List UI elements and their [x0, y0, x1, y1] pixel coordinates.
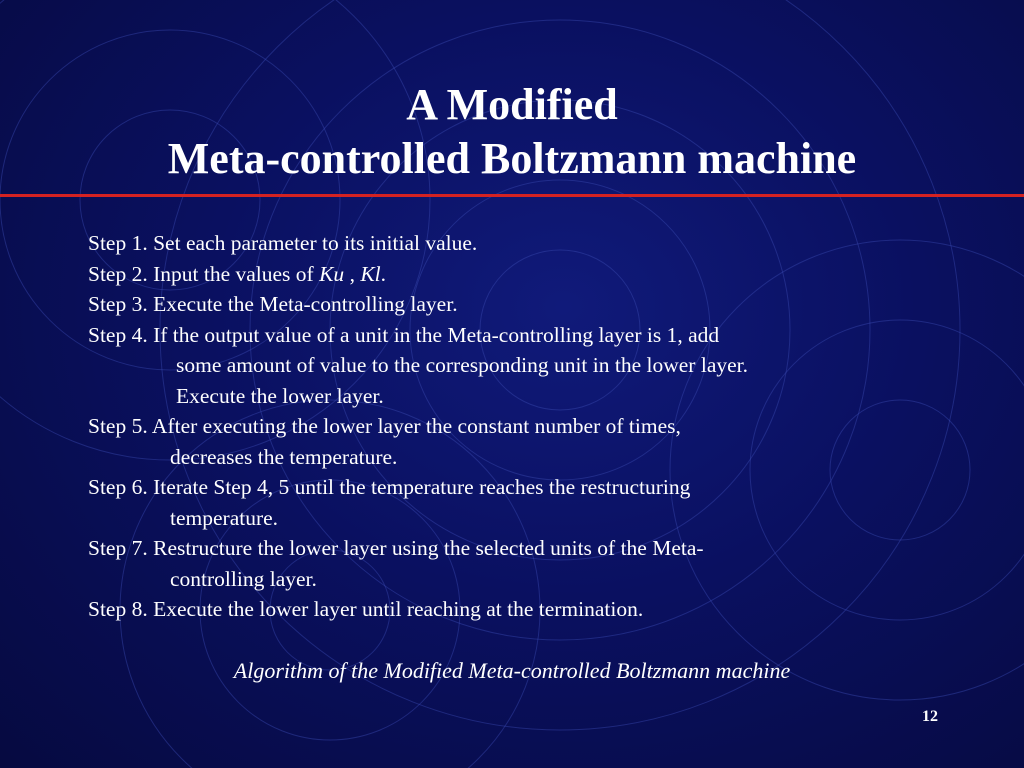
- step-6-line-2: temperature.: [170, 505, 279, 530]
- slide-title: [0, 78, 1024, 186]
- step-6: [88, 472, 936, 533]
- ku-variable: Ku: [319, 261, 345, 286]
- step-6-line-1: Step 6. Iterate Step 4, 5 until the temperature reaches the restructuring: [88, 475, 691, 499]
- step-2: [88, 259, 936, 290]
- step-4-line-2: some amount of value to the corresponding unit in the lower layer.: [176, 353, 748, 377]
- kl-variable: Kl: [360, 261, 381, 286]
- step-5: [88, 411, 936, 472]
- page-number: 12: [922, 708, 938, 725]
- step-2-separator: ,: [344, 261, 361, 286]
- step-5-line-1: Step 5. After executing the lower layer the constant number of times,: [88, 414, 681, 438]
- step-3: Step 3. Execute the Meta-controlling layer.: [88, 292, 458, 316]
- title-line-1: A Modified: [406, 80, 618, 129]
- title-divider: [0, 194, 1024, 197]
- step-4: [88, 320, 936, 412]
- step-4-line-3: Execute the lower layer.: [176, 383, 384, 408]
- step-5-line-2: decreases the temperature.: [170, 444, 398, 469]
- step-4-line-1: Step 4. If the output value of a unit in the Meta-controlling layer is 1, add: [88, 322, 720, 347]
- step-1: Step 1. Set each parameter to its initial value.: [88, 231, 478, 255]
- step-7: [88, 533, 936, 594]
- algorithm-caption: Algorithm of the Modified Meta-controlled Boltzmann machine: [233, 658, 791, 683]
- step-7-line-2: controlling layer.: [170, 566, 317, 591]
- step-2-period: .: [380, 261, 387, 286]
- title-line-2: Meta-controlled Boltzmann machine: [167, 134, 857, 183]
- step-7-line-1: Step 7. Restructure the lower layer using the selected units of the Meta-: [88, 536, 704, 560]
- step-8: Step 8. Execute the lower layer until reaching at the termination.: [88, 597, 644, 621]
- algorithm-steps: [88, 228, 936, 625]
- step-2-text: Step 2. Input the values of: [88, 261, 320, 286]
